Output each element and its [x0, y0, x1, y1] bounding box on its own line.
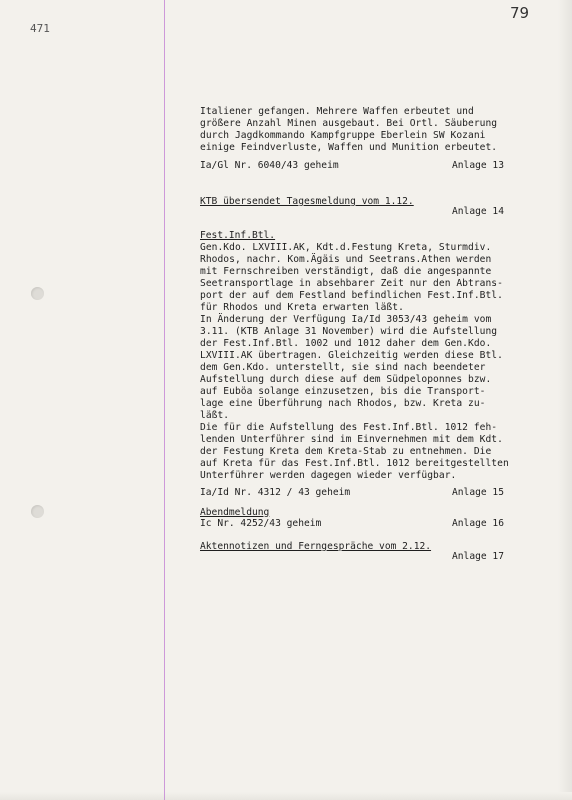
text-line: LXVIII.AK übertragen. Gleichzeitig werden diese Btl.: [200, 350, 503, 361]
text-line: Die für die Aufstellung des Fest.Inf.Btl. 1012 feh-: [200, 422, 498, 433]
page-bottom-edge: [0, 792, 572, 800]
punch-hole-icon: [31, 505, 44, 518]
text-line: der Fest.Inf.Btl. 1002 und 1012 daher dem Gen.Kdo.: [200, 338, 492, 349]
annex-label: Anlage 16: [452, 518, 504, 529]
section-heading: Aktennotizen und Ferngespräche vom 2.12.: [200, 541, 432, 552]
reference-number: Ia/Gl Nr. 6040/43 geheim: [200, 160, 339, 171]
reference-number: Ic Nr. 4252/43 geheim: [200, 518, 322, 529]
text-line: einige Feindverluste, Waffen und Munition erbeutet.: [200, 142, 498, 153]
section-heading: Fest.Inf.Btl.: [200, 230, 276, 241]
page-number-left: 471: [30, 22, 50, 35]
section-heading: KTB übersendet Tagesmeldung vom 1.12.: [200, 196, 414, 207]
page-edge-shadow: [558, 0, 572, 800]
text-line: Seetransportlage in absehbarer Zeit nur den Abtrans-: [200, 278, 503, 289]
annex-label: Anlage 15: [452, 487, 504, 498]
annex-label: Anlage 13: [452, 160, 504, 171]
text-line: 3.11. (KTB Anlage 31 November) wird die Aufstellung: [200, 326, 498, 337]
text-line: dem Gen.Kdo. unterstellt, sie sind nach beendeter: [200, 362, 486, 373]
text-line: Aufstellung durch diese auf dem Südpeloponnes bzw.: [200, 374, 492, 385]
margin-line: [164, 0, 165, 800]
text-line: Gen.Kdo. LXVIII.AK, Kdt.d.Festung Kreta, Sturmdiv.: [200, 242, 492, 253]
text-line: In Änderung der Verfügung Ia/Id 3053/43 geheim vom: [200, 314, 492, 325]
text-line: durch Jagdkommando Kampfgruppe Eberlein SW Kozani: [200, 130, 486, 141]
text-line: port der auf dem Festland befindlichen Fest.Inf.Btl.: [200, 290, 503, 301]
text-line: lage eine Überführung nach Rhodos, bzw. Kreta zu-: [200, 398, 486, 409]
text-line: Rhodos, nachr. Kom.Ägäis und Seetrans.Athen werden: [200, 254, 492, 265]
text-line: Italiener gefangen. Mehrere Waffen erbeutet und: [200, 106, 474, 117]
section-heading: Abendmeldung: [200, 507, 270, 518]
text-line: lenden Unterführer sind im Einvernehmen mit dem Kdt.: [200, 434, 503, 445]
text-line: Unterführer werden dagegen wieder verfügbar.: [200, 470, 457, 481]
text-line: mit Fernschreiben verständigt, daß die angespannte: [200, 266, 492, 277]
text-line: der Festung Kreta dem Kreta-Stab zu entnehmen. Die: [200, 446, 492, 457]
punch-hole-icon: [31, 287, 44, 300]
text-line: auf Euböa solange einzusetzen, bis die Transport-: [200, 386, 486, 397]
text-line: läßt.: [200, 410, 230, 421]
reference-number: Ia/Id Nr. 4312 / 43 geheim: [200, 487, 351, 498]
text-line: größere Anzahl Minen ausgebaut. Bei Ortl. Säuberung: [200, 118, 498, 129]
annex-label: Anlage 14: [452, 206, 504, 217]
text-line: auf Kreta für das Fest.Inf.Btl. 1012 bereitgestellten: [200, 458, 509, 469]
text-line: für Rhodos und Kreta erwarten läßt.: [200, 302, 404, 313]
annex-label: Anlage 17: [452, 551, 504, 562]
page-number-right: 79: [510, 4, 530, 22]
